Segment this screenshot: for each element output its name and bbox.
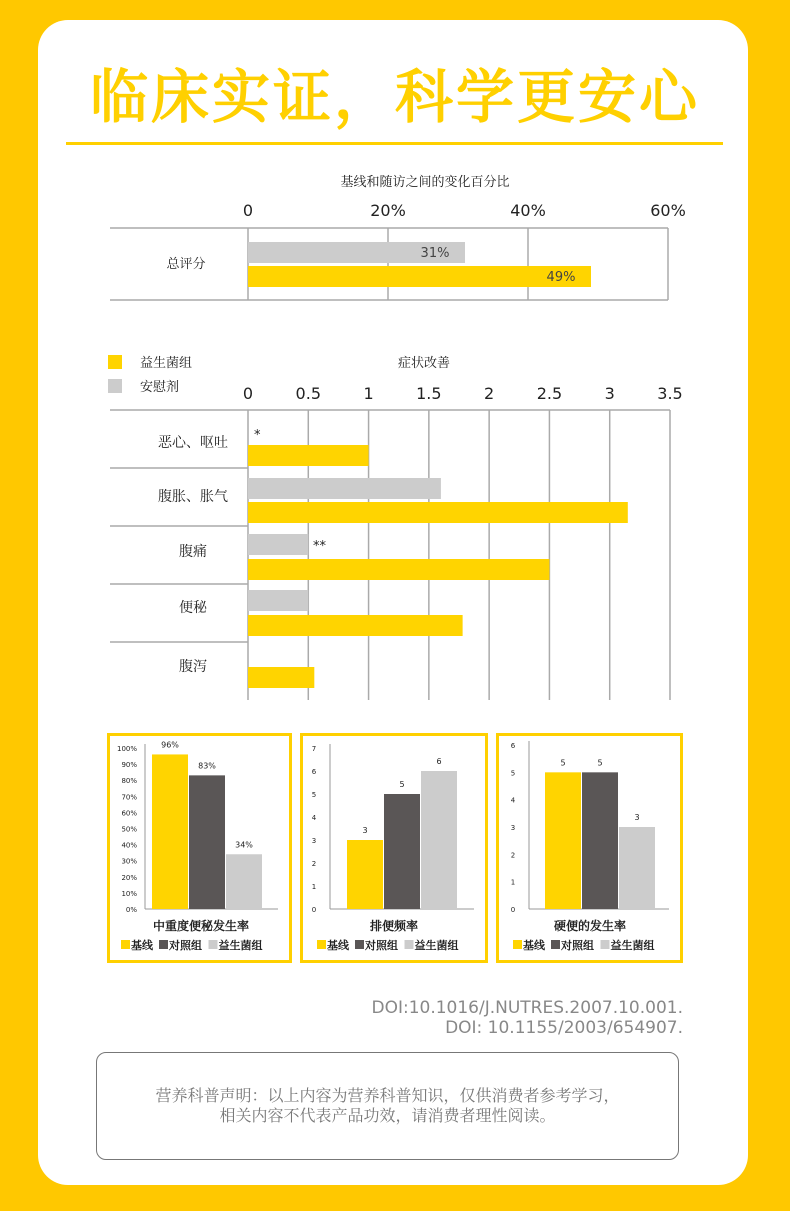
notice-line: 营养科普声明：以上内容为营养科普知识，仅供消费者参考学习， — [155, 1086, 620, 1105]
y-tick-label: 1 — [510, 878, 516, 887]
y-tick-label: 50% — [121, 825, 137, 834]
x-tick-label: 2.5 — [536, 384, 563, 403]
legend-swatch — [355, 940, 364, 949]
legend-label: 益生菌组 — [140, 356, 193, 371]
data-label: 5 — [597, 758, 603, 768]
category-label: 腹泻 — [179, 659, 207, 675]
legend-label: 益生菌组 — [414, 939, 459, 952]
x-tick-label: 1 — [363, 384, 374, 403]
legend-swatch — [159, 940, 168, 949]
data-label: 31% — [420, 246, 450, 261]
legend-label: 基线 — [327, 939, 349, 952]
data-label: 6 — [436, 757, 442, 766]
doi-line: DOI: 10.1155/2003/654907. — [445, 1018, 683, 1038]
legend-swatch — [108, 379, 122, 393]
x-tick-label: 0 — [242, 201, 254, 220]
chart-constipation-rate — [107, 733, 292, 963]
chart-stool-frequency — [300, 733, 488, 963]
page-title: 临床实证，科学更安心 — [89, 63, 700, 131]
legend-swatch — [108, 355, 122, 369]
x-tick-label: 0 — [242, 384, 254, 403]
y-tick-label: 0% — [125, 906, 137, 914]
significance-mark: ** — [313, 539, 326, 554]
doi-references — [371, 998, 683, 1038]
y-tick-label: 30% — [121, 857, 137, 866]
category-label: 腹胀、胀气 — [158, 489, 228, 505]
legend-swatch — [209, 940, 218, 949]
y-tick-label: 5 — [311, 791, 317, 799]
category-label: 恶心、呕吐 — [158, 435, 228, 451]
y-tick-label: 0 — [510, 906, 516, 914]
bar — [545, 772, 581, 909]
y-tick-label: 1 — [311, 883, 317, 891]
y-tick-label: 100% — [116, 745, 137, 753]
data-label: 5 — [399, 780, 405, 789]
legend-swatch — [601, 940, 610, 949]
legend-swatch — [121, 940, 130, 949]
x-tick-label: 60% — [650, 201, 686, 220]
x-tick-label: 2 — [484, 384, 495, 403]
data-label: 3 — [362, 826, 368, 835]
bar — [248, 667, 314, 688]
bar — [189, 775, 225, 909]
x-tick-label: 0.5 — [295, 384, 322, 403]
y-tick-label: 4 — [510, 796, 516, 805]
bar — [226, 854, 262, 909]
legend-label: 益生菌组 — [218, 939, 263, 952]
data-label: 96% — [161, 740, 179, 750]
y-tick-label: 90% — [121, 761, 137, 770]
y-tick-label: 6 — [311, 768, 317, 776]
data-label: 83% — [198, 761, 216, 771]
legend-swatch — [405, 940, 414, 949]
y-tick-label: 10% — [121, 889, 137, 898]
x-tick-label: 40% — [510, 201, 546, 220]
data-label: 5 — [560, 758, 566, 768]
bar — [248, 590, 308, 611]
category-label: 总评分 — [166, 257, 206, 272]
chart-title: 症状改善 — [397, 356, 451, 371]
legend-label: 对照组 — [561, 939, 594, 952]
notice-line: 相关内容不代表产品功效，请消费者理性阅读。 — [219, 1106, 556, 1125]
y-tick-label: 3 — [311, 837, 317, 845]
y-tick-label: 4 — [311, 814, 317, 822]
x-tick-label: 1.5 — [416, 384, 442, 403]
bar — [248, 445, 369, 466]
bar — [248, 534, 308, 555]
chart-hard-stool-rate — [496, 733, 683, 963]
category-label: 腹痛 — [179, 544, 207, 560]
title-divider — [66, 142, 723, 145]
bar — [248, 502, 628, 523]
bar — [347, 840, 383, 909]
significance-mark: * — [254, 428, 261, 443]
y-tick-label: 40% — [121, 841, 137, 850]
y-tick-label: 70% — [121, 793, 137, 802]
data-label: 3 — [634, 813, 640, 822]
y-tick-label: 2 — [510, 851, 516, 860]
bar — [248, 615, 463, 636]
data-label: 49% — [546, 270, 576, 285]
y-tick-label: 80% — [121, 777, 137, 786]
doi-line: DOI:10.1016/J.NUTRES.2007.10.001. — [371, 998, 683, 1018]
legend-label: 基线 — [131, 939, 153, 952]
legend-swatch — [513, 940, 522, 949]
y-tick-label: 20% — [121, 873, 137, 882]
bar — [248, 266, 591, 287]
x-tick-label: 3.5 — [657, 384, 683, 403]
bar — [152, 754, 188, 909]
y-tick-label: 0 — [311, 906, 317, 914]
bar — [248, 559, 549, 580]
legend-label: 对照组 — [169, 939, 202, 952]
y-tick-label: 60% — [121, 809, 137, 818]
bar — [248, 478, 441, 499]
chart-title: 基线和随访之间的变化百分比 — [340, 175, 510, 190]
legend-label: 安慰剂 — [140, 380, 180, 395]
x-tick-label: 3 — [604, 384, 615, 403]
category-label: 便秘 — [179, 600, 207, 616]
y-tick-label: 3 — [510, 824, 516, 832]
data-label: 34% — [235, 840, 253, 850]
chart-title: 排便频率 — [369, 919, 419, 933]
chart-title: 硬便的发生率 — [553, 919, 627, 933]
legend-swatch — [317, 940, 326, 949]
bar — [619, 827, 655, 909]
y-tick-label: 5 — [510, 769, 516, 778]
bar — [384, 794, 420, 909]
legend-label: 益生菌组 — [610, 939, 655, 952]
nutrition-notice-box — [96, 1052, 679, 1160]
y-tick-label: 2 — [311, 860, 317, 868]
chart-title: 中重度便秘发生率 — [152, 919, 250, 933]
bar — [421, 771, 457, 909]
bar — [582, 772, 618, 909]
legend-label: 对照组 — [365, 939, 398, 952]
x-tick-label: 20% — [370, 201, 406, 220]
y-tick-label: 7 — [311, 745, 317, 753]
legend-label: 基线 — [523, 939, 545, 952]
chart-symptom-improvement — [0, 345, 790, 715]
y-tick-label: 6 — [510, 742, 516, 750]
legend-swatch — [551, 940, 560, 949]
